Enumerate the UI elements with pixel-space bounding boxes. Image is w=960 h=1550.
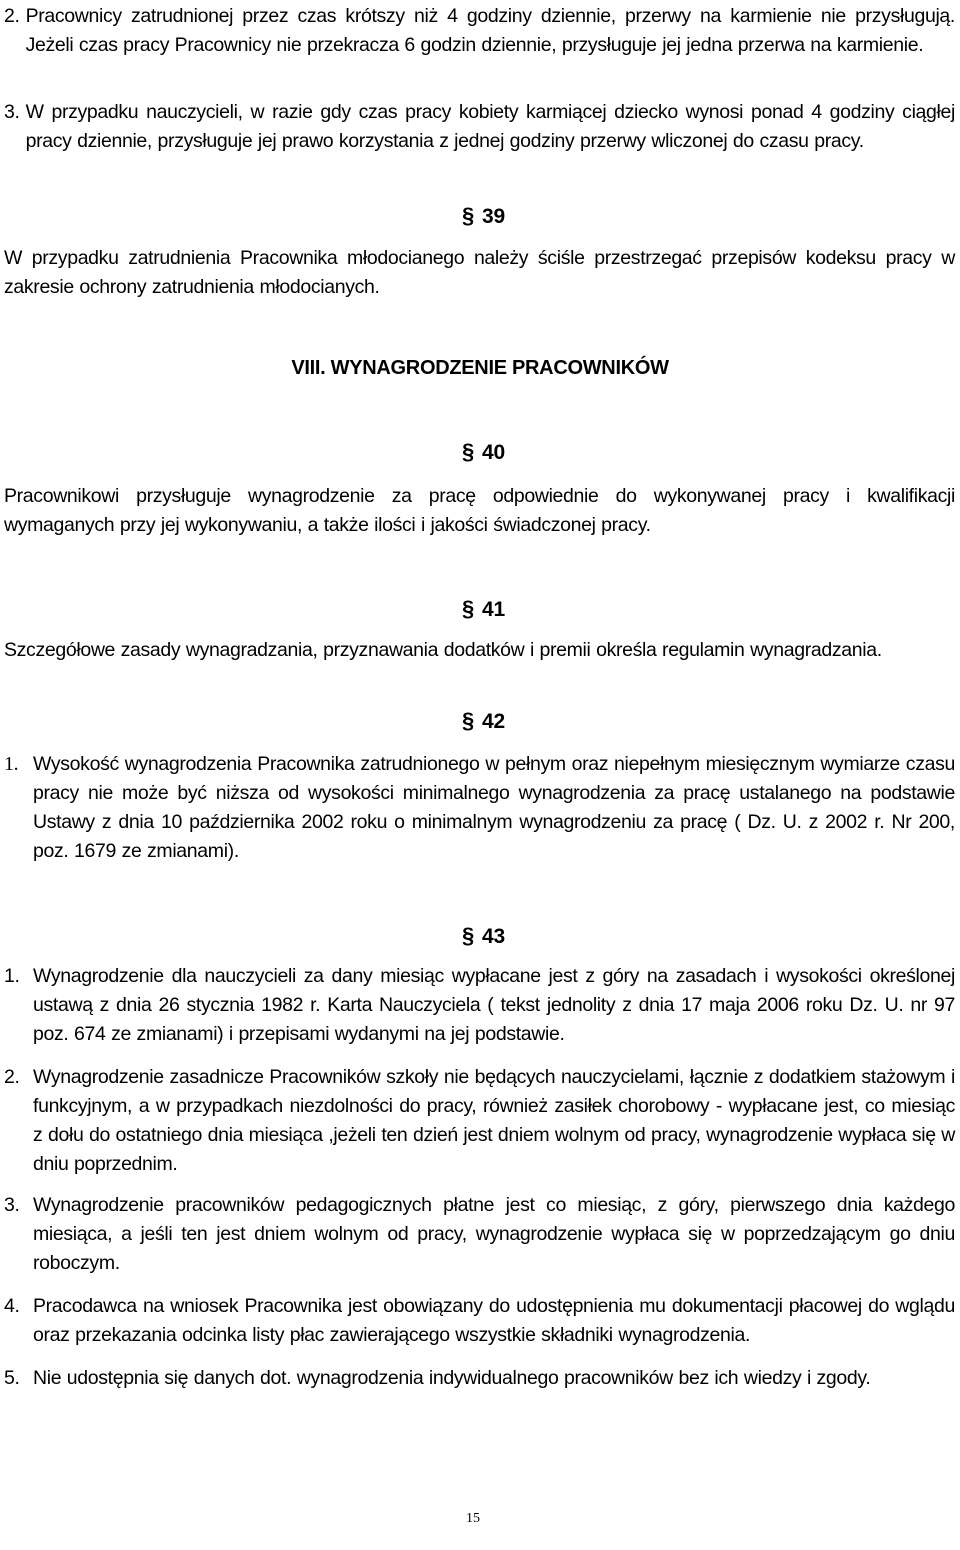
item-number: 3. bbox=[4, 101, 20, 123]
section-41-text: Szczegółowe zasady wynagradzania, przyznawania dodatków i premii określa regulamin wynagradzania. bbox=[4, 639, 882, 661]
paragraph-item-3 bbox=[4, 98, 955, 156]
item-number: 3. bbox=[4, 1194, 20, 1216]
section-symbol: § bbox=[462, 439, 475, 464]
item-number: 1. bbox=[4, 753, 19, 775]
item-text: Wynagrodzenie dla nauczycieli za dany miesiąc wypłacane jest z góry na zasadach i wysokości określonej ustawą z dnia 26 stycznia 1982 r. Karta Nauczyciela ( tekst jednolity z dnia 17 maja 2006 roku Dz. U. nr 97 poz. 674 ze zmianami) i przepisami wydanymi na jej podstawie. bbox=[33, 965, 955, 1045]
section-number: 39 bbox=[482, 205, 506, 228]
item-text: Pracownicy zatrudnionej przez czas krótszy niż 4 godziny dziennie, przerwy na karmienie nie przysługują. Jeżeli czas pracy Pracownicy nie przekracza 6 godzin dziennie, przysługuje jej jedna przerwa na karmienie. bbox=[25, 5, 955, 56]
item-text: Wysokość wynagrodzenia Pracownika zatrudnionego w pełnym oraz niepełnym miesięcznym wymiarze czasu pracy nie może być niższa od wysokości minimalnego wynagrodzenia za pracę ustalanego na podstawie Ustawy z dnia 10 października 2002 roku o minimalnym wynagrodzeniu za pracę ( Dz. U. z 2002 r. Nr 200, poz. 1679 ze zmianami). bbox=[33, 753, 955, 862]
item-text: W przypadku nauczycieli, w razie gdy czas pracy kobiety karmiącej dziecko wynosi ponad 4 godziny ciągłej pracy dziennie, przysługuje jej prawo korzystania z jednej godziny przerwy wliczonej do czasu pracy. bbox=[25, 101, 955, 152]
section-heading-41 bbox=[462, 594, 505, 624]
section-symbol: § bbox=[462, 708, 475, 733]
item-text: Nie udostępnia się danych dot. wynagrodzenia indywidualnego pracowników bez ich wiedzy i zgody. bbox=[33, 1367, 871, 1389]
section-number: 41 bbox=[482, 598, 506, 621]
section-heading-43 bbox=[462, 921, 505, 951]
section-43-item-3 bbox=[4, 1191, 955, 1278]
section-number: 43 bbox=[482, 925, 506, 948]
section-heading-42 bbox=[462, 706, 505, 736]
section-43-item-5 bbox=[4, 1364, 955, 1393]
item-number: 1. bbox=[4, 965, 20, 987]
section-number: 40 bbox=[482, 441, 506, 464]
section-43-item-4 bbox=[4, 1292, 955, 1350]
item-number: 5. bbox=[4, 1367, 20, 1389]
section-43-item-1 bbox=[4, 962, 955, 1049]
section-40-text: Pracownikowi przysługuje wynagrodzenie za pracę odpowiednie do wykonywanej pracy i kwalifikacji wymaganych przy jej wykonywaniu, a także ilości i jakości świadczonej pracy. bbox=[4, 485, 955, 536]
section-symbol: § bbox=[462, 203, 475, 228]
item-text: Wynagrodzenie zasadnicze Pracowników szkoły nie będących nauczycielami, łącznie z dodatkiem stażowym i funkcyjnym, a w przypadkach niezdolności do pracy, również zasiłek chorobowy - wypłacane jest, co miesiąc z dołu do ostatniego dnia miesiąca ,jeżeli ten dzień jest dniem wolnym od pracy, wynagrodzenie wypłaca się w dniu poprzednim. bbox=[33, 1066, 956, 1175]
chapter-title: VIII. WYNAGRODZENIE PRACOWNIKÓW bbox=[291, 357, 669, 379]
item-number: 2. bbox=[4, 1066, 20, 1088]
section-43-item-2 bbox=[4, 1063, 955, 1179]
page-number: 15 bbox=[466, 1511, 480, 1526]
item-number: 4. bbox=[4, 1295, 20, 1317]
section-heading-39 bbox=[462, 201, 505, 231]
item-number: 2. bbox=[4, 5, 20, 27]
item-text: Pracodawca na wniosek Pracownika jest obowiązany do udostępnienia mu dokumentacji płacowej do wglądu oraz przekazania odcinka listy płac zawierającego wszystkie składniki wynagrodzenia. bbox=[33, 1295, 955, 1346]
section-39-text: W przypadku zatrudnienia Pracownika młodocianego należy ściśle przestrzegać przepisów kodeksu pracy w zakresie ochrony zatrudnienia młodocianych. bbox=[4, 247, 955, 298]
section-42-item-1 bbox=[4, 750, 955, 866]
item-text: Wynagrodzenie pracowników pedagogicznych płatne jest co miesiąc, z góry, pierwszego dnia każdego miesiąca, a jeśli ten jest dniem wolnym od pracy, wynagrodzenie wypłaca się w poprzedzającym go dniu roboczym. bbox=[33, 1194, 955, 1274]
section-number: 42 bbox=[482, 710, 506, 733]
section-symbol: § bbox=[462, 923, 475, 948]
paragraph-item-2 bbox=[4, 2, 955, 60]
section-symbol: § bbox=[462, 596, 475, 621]
section-heading-40 bbox=[462, 437, 505, 467]
